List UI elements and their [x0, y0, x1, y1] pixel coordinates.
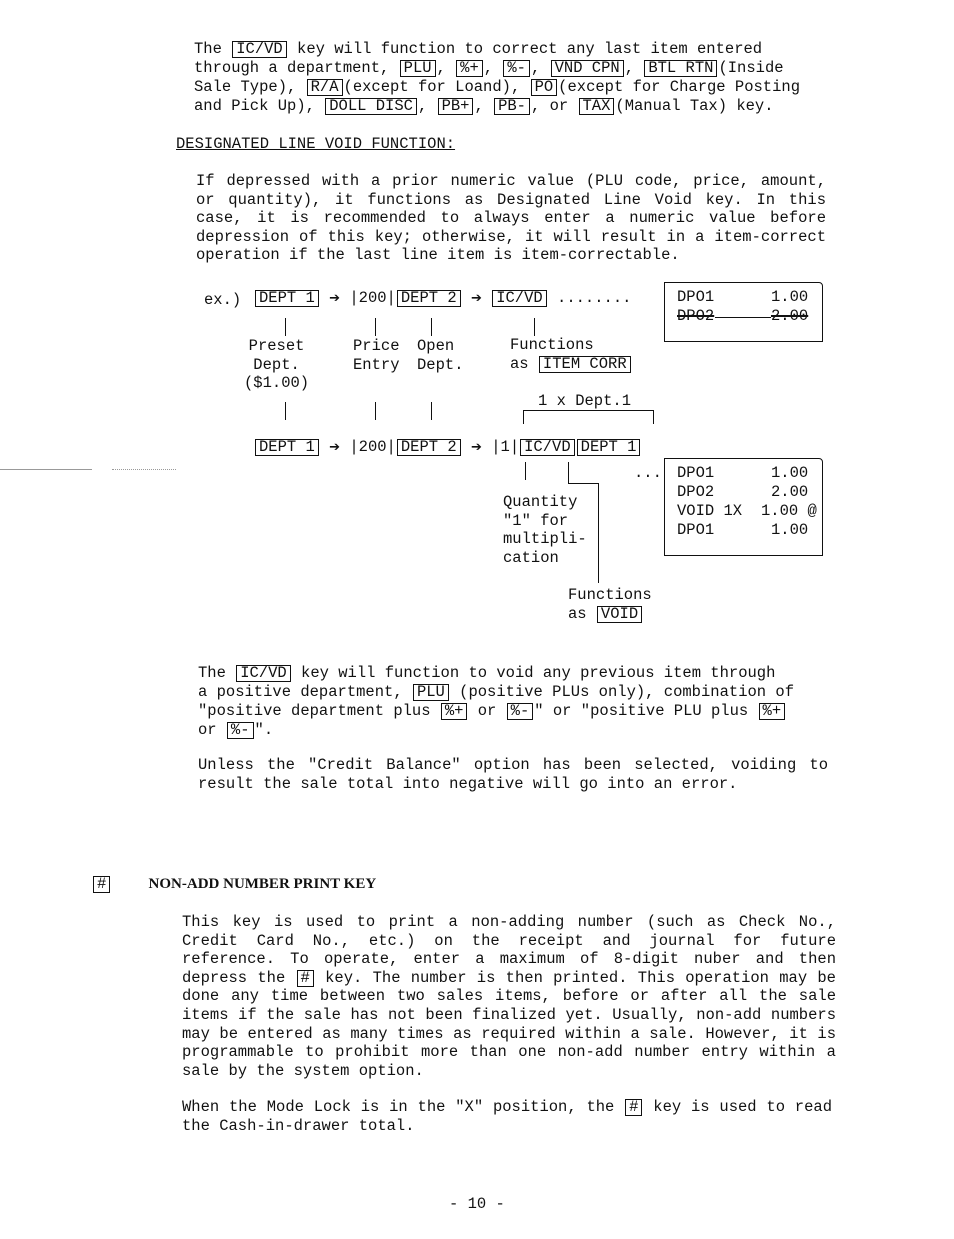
key-dept-1: DEPT 1	[255, 290, 319, 307]
connector-line	[431, 402, 432, 420]
void-para-line-4	[198, 721, 273, 739]
bracket-line	[523, 410, 654, 411]
example1-sequence: DEPT 1 ➔ |200| DEPT 2 ➔ IC/VD ........	[254, 289, 631, 307]
text: and Pick Up),	[194, 97, 325, 115]
text: (except for Charge Posting	[558, 78, 801, 96]
void-para-line-1	[198, 664, 775, 682]
text: a positive department,	[198, 683, 412, 701]
receipt-line-name: VOID 1X	[677, 502, 743, 520]
connector-line	[534, 318, 535, 336]
key-plu: PLU	[400, 60, 436, 77]
key-btl-rtn: BTL RTN	[644, 60, 717, 77]
key-hash: #	[93, 876, 110, 893]
key-doll-disc: DOLL DISC	[325, 98, 417, 115]
connector-line	[285, 318, 286, 336]
quantity-entry: 1	[500, 438, 510, 456]
bracket-tick	[523, 410, 524, 424]
key-percent-minus: %-	[507, 703, 534, 720]
strike-line	[715, 317, 771, 318]
designated-void-paragraph: If depressed with a prior numeric value (PLU code, price, amount, or quantity), it functions as Designated Line Void key. In this case, it is recommended to always enter a numeric value before depression of this key; otherwise, it will result in a item-correct operation if the last line item is item-correctable.	[196, 172, 826, 265]
text: ,	[417, 97, 437, 115]
receipt-line-value: 1.00	[771, 464, 809, 482]
dots: ...	[634, 464, 662, 482]
section-heading-nonadd: NON-ADD NUMBER PRINT KEY	[148, 876, 377, 892]
text: through a department,	[194, 59, 399, 77]
connector-line	[285, 402, 286, 420]
intro-line-4	[194, 97, 774, 115]
nonadd-heading	[92, 875, 376, 893]
key-pb-plus: PB+	[438, 98, 474, 115]
functions-label: Functions	[510, 336, 594, 354]
text: ,	[624, 59, 644, 77]
receipt-line-name-corrected: DPO2	[677, 307, 715, 325]
key-dept-1: DEPT 1	[255, 439, 319, 456]
connector-line	[375, 402, 376, 420]
receipt-line-value: 1.00	[771, 288, 809, 306]
void-para-line-2	[198, 683, 794, 701]
receipt-line-value: 1.00	[771, 521, 809, 539]
key-dept-1: DEPT 1	[577, 439, 641, 456]
connector-line	[375, 318, 376, 336]
key-po: PO	[531, 79, 558, 96]
open-dept-label: Open Dept.	[417, 337, 464, 374]
functions-label: Functions	[568, 586, 652, 604]
functions-as-item-corr	[510, 355, 632, 373]
text: (Manual Tax) key.	[615, 97, 774, 115]
text: key will function to correct any last item entered	[287, 40, 763, 58]
key-percent-plus: %+	[456, 60, 483, 77]
text: (positive PLUs only), combination of	[449, 683, 794, 701]
arrow-icon: ➔	[470, 291, 482, 306]
key-vnd-cpn: VND CPN	[551, 60, 624, 77]
text: The	[194, 40, 232, 58]
key-ra: R/A	[307, 79, 343, 96]
arrow-icon: ➔	[329, 291, 341, 306]
connector-line	[598, 483, 599, 583]
text: (Inside	[718, 59, 784, 77]
nonadd-paragraph-2	[182, 1098, 832, 1135]
text: ,	[530, 59, 550, 77]
connector-line	[568, 483, 598, 484]
key-percent-minus: %-	[503, 60, 530, 77]
price-entry: 200	[358, 289, 387, 307]
text: ".	[254, 721, 274, 739]
key-percent-plus: %+	[759, 703, 786, 720]
receipt-line-value: 2.00	[771, 483, 809, 501]
key-dept-2: DEPT 2	[397, 290, 461, 307]
text: ,	[436, 59, 456, 77]
example2-sequence: DEPT 1 ➔ |200| DEPT 2 ➔ |1| IC/VD DEPT 1	[254, 438, 641, 456]
price-entry-label: Price Entry	[353, 337, 400, 374]
receipt-line-name: DPO1	[677, 464, 715, 482]
text: The	[198, 664, 236, 682]
quantity-label: Quantity "1" for multipli- cation	[503, 493, 587, 567]
intro-line-1	[194, 40, 762, 58]
key-void: VOID	[597, 606, 642, 623]
arrow-icon: ➔	[329, 440, 341, 455]
text: key is used to read the Cash-in-drawer total.	[182, 1098, 833, 1135]
receipt-line-value: 1.00 @	[761, 502, 817, 520]
text: Sale Type),	[194, 78, 306, 96]
key-pb-minus: PB-	[494, 98, 530, 115]
key-dept-2: DEPT 2	[397, 439, 461, 456]
text: , or	[530, 97, 578, 115]
text: or	[468, 702, 506, 720]
intro-line-3	[194, 78, 800, 96]
arrow-icon: ➔	[470, 440, 482, 455]
credit-balance-paragraph: Unless the "Credit Balance" option has been selected, voiding to result the sale total into negative will go into an error.	[198, 756, 828, 793]
receipt-example-1	[664, 282, 823, 342]
text: key will function to void any previous item through	[291, 664, 776, 682]
bracket-label: 1 x Dept.1	[538, 392, 632, 410]
key-hash: #	[297, 970, 314, 987]
text: as	[510, 355, 529, 373]
functions-as-void	[568, 605, 643, 623]
page-number: - 10 -	[449, 1195, 505, 1213]
scan-artifact	[0, 469, 92, 470]
text: This key is used to print a non-adding number (such as Check No., Credit Card No., etc.) on the receipt and journal for future reference. To operate, enter a maximum of 8-digit nuber and then depress the	[182, 913, 836, 987]
key-ic-vd: IC/VD	[520, 439, 575, 456]
dots: ........	[557, 289, 632, 307]
intro-line-2	[194, 59, 784, 77]
text: as	[568, 605, 587, 623]
text: "positive department plus	[198, 702, 440, 720]
key-hash: #	[625, 1099, 642, 1116]
receipt-line-value-corrected: 2.00	[771, 307, 809, 325]
preset-dept-label: Preset Dept. ($1.00)	[244, 337, 310, 393]
text: ,	[483, 59, 503, 77]
receipt-line-name: DPO2	[677, 483, 715, 501]
scan-artifact	[112, 469, 176, 470]
receipt-line-name: DPO1	[677, 521, 715, 539]
key-ic-vd: IC/VD	[492, 290, 547, 307]
receipt-line-name: DPO1	[677, 288, 715, 306]
key-plu: PLU	[413, 684, 449, 701]
void-para-line-3	[198, 702, 786, 720]
text: When the Mode Lock is in the "X" position, the	[182, 1098, 625, 1116]
connector-line	[568, 462, 569, 484]
key-item-corr: ITEM CORR	[539, 356, 631, 373]
key-percent-plus: %+	[441, 703, 468, 720]
text: or	[198, 721, 226, 739]
nonadd-paragraph-1	[182, 913, 836, 1080]
key-tax: TAX	[579, 98, 615, 115]
section-heading-designated-void: DESIGNATED LINE VOID FUNCTION:	[176, 135, 456, 153]
text: key. The number is then printed. This operation may be done any time between two sales items, before or after all the sale items if the sale has not been finalized yet. Usually, non-add numbers may be entered as many times as required within a sale. However, it is programmable to prohibit more than one non-add number entry within a sale by the system option.	[182, 968, 836, 1080]
price-entry: 200	[358, 438, 387, 456]
key-ic-vd: IC/VD	[236, 665, 291, 682]
example-label: ex.)	[204, 291, 242, 309]
connector-line	[525, 462, 526, 480]
text: " or "positive PLU plus	[534, 702, 758, 720]
connector-line	[431, 318, 432, 336]
bracket-tick	[653, 410, 654, 424]
receipt-example-2	[664, 458, 823, 556]
text: ,	[474, 97, 494, 115]
key-ic-vd: IC/VD	[232, 41, 287, 58]
text: (except for Loand),	[343, 78, 530, 96]
key-percent-minus: %-	[227, 722, 254, 739]
